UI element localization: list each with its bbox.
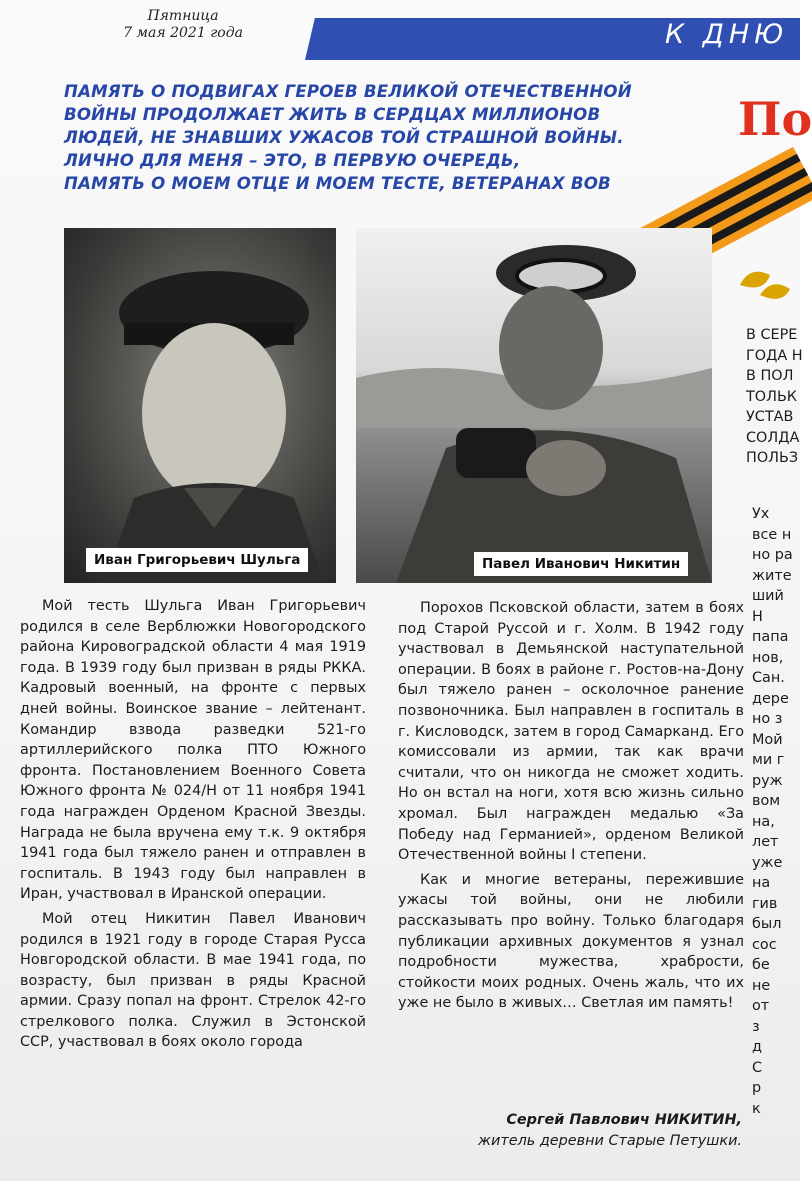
side-article-lead [746, 325, 806, 469]
lead-line: ЛЮДЕЙ, НЕ ЗНАВШИХ УЖАСОВ ТОЙ СТРАШНОЙ ВОЙНЫ. [64, 128, 624, 147]
lead-line: ВОЙНЫ ПРОДОЛЖАЕТ ЖИТЬ В СЕРДЦАХ МИЛЛИОНОВ [64, 105, 601, 124]
portrait-photo-nikitin [356, 228, 712, 583]
author-signature [410, 1110, 742, 1152]
side-line: ший [752, 588, 784, 604]
side-line: все н [752, 526, 792, 543]
portrait-photo-shulga [64, 228, 336, 583]
article-paragraph: Как и многие ветераны, пережившие ужасы той войны, они не любили рассказывать про войну. Только благодаря публикации архивных документов я узнал подробности мужества, храбрости, стойкости моих родных. Очень жаль, что их уже не было в живых… Светлая им память! [398, 871, 744, 1012]
side-line: от [752, 998, 770, 1014]
side-line: нов, [752, 649, 784, 666]
side-line: вом [752, 793, 781, 809]
lead-paragraph [64, 80, 704, 195]
side-line: папа [752, 629, 789, 645]
side-line: д [752, 1039, 762, 1055]
side-line: уже [752, 854, 783, 871]
article-paragraph: Мой отец Никитин Павел Иванович родился в 1921 году в городе Старая Русса Новгородской области. В мае 1941 года, по возрасту, был призван в ряды Красной армии. Сразу попал на фронт. Стрелок 42-го стрелкового полка. Служил в Эстонской ССР, участвовал в боях около города [20, 910, 366, 1051]
issue-date-text: 7 мая 2021 года [123, 25, 243, 41]
side-line: Ух [752, 506, 770, 522]
side-line: СОЛДА [746, 429, 800, 446]
side-line: дере [752, 690, 789, 707]
side-line: гив [752, 895, 778, 912]
side-line: С [752, 1059, 763, 1076]
rubric-title: К ДНЮ [665, 19, 789, 50]
caption-shulga: Иван Григорьевич Шульга [86, 548, 308, 572]
side-line: УСТАВ [746, 409, 794, 425]
article-paragraph: Порохов Псковской области, затем в боях под Старой Руссой и г. Холм. В 1942 году участвовал в Демьянской наступательной операции. В боях в районе г. Ростов-на-Дону был тяжело ранен – осколочное ранение позвоночника. Был направлен в госпиталь в г. Кисловодск, затем в город Самарканд. Его комиссовали из армии, так как врачи считали, что он никогда не сможет ходить. Но он встал на ноги, хотя всю жизнь сильно хромал. Был награжден медалью «За Победу над Германией», орденом Великой Отечественной войны I степени. [398, 600, 744, 864]
side-line: лет [752, 834, 779, 850]
side-line: бе [752, 957, 770, 973]
lead-line: ПАМЯТЬ О ПОДВИГАХ ГЕРОЕВ ВЕЛИКОЙ ОТЕЧЕСТВЕННОЙ [64, 82, 632, 101]
side-line: В ПОЛ [746, 368, 794, 384]
caption-nikitin: Павел Иванович Никитин [474, 552, 688, 576]
side-line: ПОЛЬЗ [746, 450, 799, 466]
side-article-title: По [738, 92, 812, 146]
side-line: В СЕРЕ [746, 327, 798, 343]
article-column-2 [398, 598, 744, 1014]
lead-line: ПАМЯТЬ О МОЕМ ОТЦЕ И МОЕМ ТЕСТЕ, ВЕТЕРАНАХ ВОВ [64, 174, 611, 193]
side-line: ГОДА Н [746, 347, 803, 364]
side-line: р [752, 1080, 762, 1096]
side-line: Мой [752, 731, 783, 748]
side-line: на [752, 875, 771, 891]
side-article-body [752, 504, 802, 1119]
side-line: на, [752, 813, 775, 830]
article-paragraph: Мой тесть Шульга Иван Григорьевич родился в селе Верблюжки Новогородского района Кировоградской области 4 мая 1919 года. В 1939 году был призван в ряды РККА. Кадровый военный, на фронте с первых дней войны. Воинское звание – лейтенант. Командир взвода разведки 521-го артиллерийского полка ПТО Южного фронта. Постановлением Военного Совета Южного фронта № 024/Н от 11 ноября 1941 года награжден Орденом Красной Звезды. Награда не была вручена ему т.к. 9 октября 1941 года был тяжело ранен и отправлен в госпиталь. В 1943 году был направлен в Иран, участвовал в Иранской операции. [20, 598, 366, 903]
side-line: не [752, 977, 771, 994]
issue-date [118, 8, 248, 42]
article-column-1 [20, 596, 366, 1053]
side-line: Н [752, 608, 763, 625]
side-line: ми г [752, 752, 785, 768]
portrait-figure [356, 228, 712, 583]
side-line: ТОЛЬК [746, 388, 798, 405]
lead-line: ЛИЧНО ДЛЯ МЕНЯ – ЭТО, В ПЕРВУЮ ОЧЕРЕДЬ, [64, 151, 521, 170]
side-line: к [752, 1100, 761, 1117]
side-line: Сан. [752, 670, 785, 686]
side-line: но ра [752, 547, 793, 563]
side-line: сос [752, 936, 777, 953]
portrait-figure [64, 228, 336, 583]
author-residence: житель деревни Старые Петушки. [478, 1133, 742, 1149]
author-name: Сергей Павлович НИКИТИН, [506, 1112, 742, 1128]
side-line: руж [752, 772, 783, 789]
side-line: был [752, 916, 782, 932]
issue-day: Пятница [147, 8, 219, 24]
side-line: но з [752, 711, 783, 727]
side-line: жите [752, 567, 792, 584]
side-line: з [752, 1018, 760, 1035]
